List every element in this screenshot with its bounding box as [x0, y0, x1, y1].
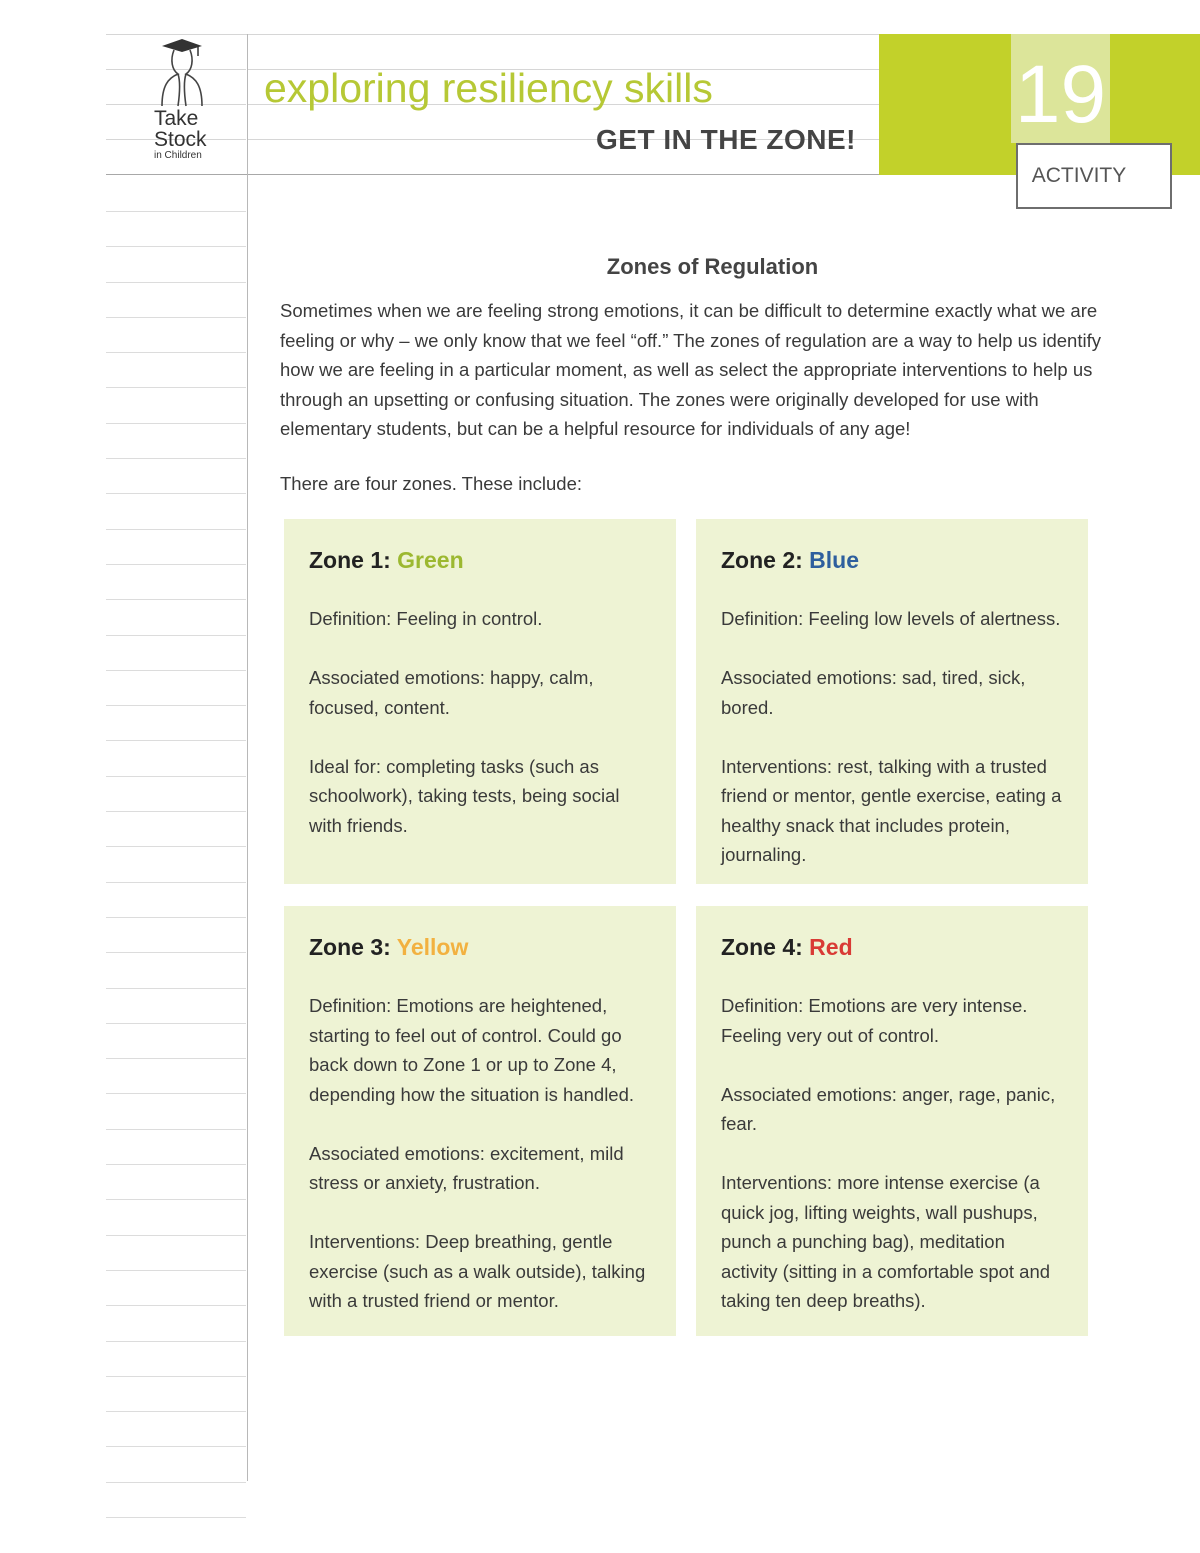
logo-in-children: in Children [154, 150, 202, 161]
activity-label: ACTIVITY [1031, 164, 1127, 187]
zone-interventions: Interventions: more intense exercise (a quick jog, lifting weights, wall pushups, punch a punching bag), meditation activity (sitting in a comfortable spot and taking ten deep breaths). [721, 1172, 1051, 1311]
intro-paragraph: Sometimes when we are feeling strong emotions, it can be difficult to determine exactly what we are feeling or why – we only know that we feel “off.” The zones of regulation are a way to help us identify how we are feeling in a particular moment, as well as select the appropriate interventions to help us through an upsetting or confusing situation. The zones were originally developed for use with elementary students, but can be a helpful resource for individuals of any age! [280, 300, 1101, 439]
zone-definition: Definition: Feeling low levels of alertness. [721, 608, 1061, 629]
zone-definition: Definition: Emotions are heightened, starting to feel out of control. Could go back down to Zone 1 or up to Zone 4, depending how the situation is handled. [309, 995, 635, 1105]
zone-emotions: Associated emotions: sad, tired, sick, bored. [721, 667, 1026, 718]
zone-label: Zone 1: [309, 547, 391, 573]
zone-color-name: Blue [809, 547, 860, 573]
logo-stock: Stock [154, 128, 207, 151]
zone-interventions: Interventions: Deep breathing, gentle exercise (such as a walk outside), talking with a trusted friend or mentor. [309, 1231, 646, 1311]
zone-3-card [284, 906, 676, 1336]
zone-emotions: Associated emotions: anger, rage, panic, fear. [721, 1083, 1056, 1134]
zone-color-name: Green [397, 547, 464, 573]
section-title: exploring resiliency skills [264, 65, 713, 111]
graduate-figure-icon [148, 36, 212, 112]
take-stock-logo [140, 36, 220, 164]
logo-take: Take [154, 107, 199, 130]
zone-color-name: Yellow [396, 934, 469, 960]
zone-color-name: Red [809, 934, 853, 960]
activity-title: GET IN THE ZONE! [596, 124, 856, 155]
zone-1-card [284, 519, 676, 884]
zones-intro: There are four zones. These include: [280, 473, 582, 494]
zone-definition: Definition: Emotions are very intense. Feeling very out of control. [721, 995, 1028, 1046]
activity-number: 19 [1014, 49, 1107, 140]
zone-ideal-for: Ideal for: completing tasks (such as schoolwork), taking tests, being social with friends. [309, 755, 620, 836]
zone-emotions: Associated emotions: happy, calm, focused, content. [309, 667, 594, 718]
zone-title [721, 934, 1063, 961]
zone-emotions: Associated emotions: excitement, mild stress or anxiety, frustration. [309, 1142, 624, 1193]
notes-margin-lines [106, 211, 246, 1552]
zone-label: Zone 3: [309, 934, 391, 960]
zone-title [309, 934, 651, 961]
zone-title [309, 547, 651, 574]
zone-definition: Definition: Feeling in control. [309, 608, 543, 629]
zone-label: Zone 2: [721, 547, 803, 573]
page-heading: Zones of Regulation [606, 254, 819, 279]
zone-2-card [696, 519, 1088, 884]
zone-label: Zone 4: [721, 934, 803, 960]
zone-title [721, 547, 1063, 574]
zone-4-card [696, 906, 1088, 1336]
zone-interventions: Interventions: rest, talking with a trusted friend or mentor, gentle exercise, eating a healthy snack that includes protein, journaling. [721, 755, 1062, 865]
